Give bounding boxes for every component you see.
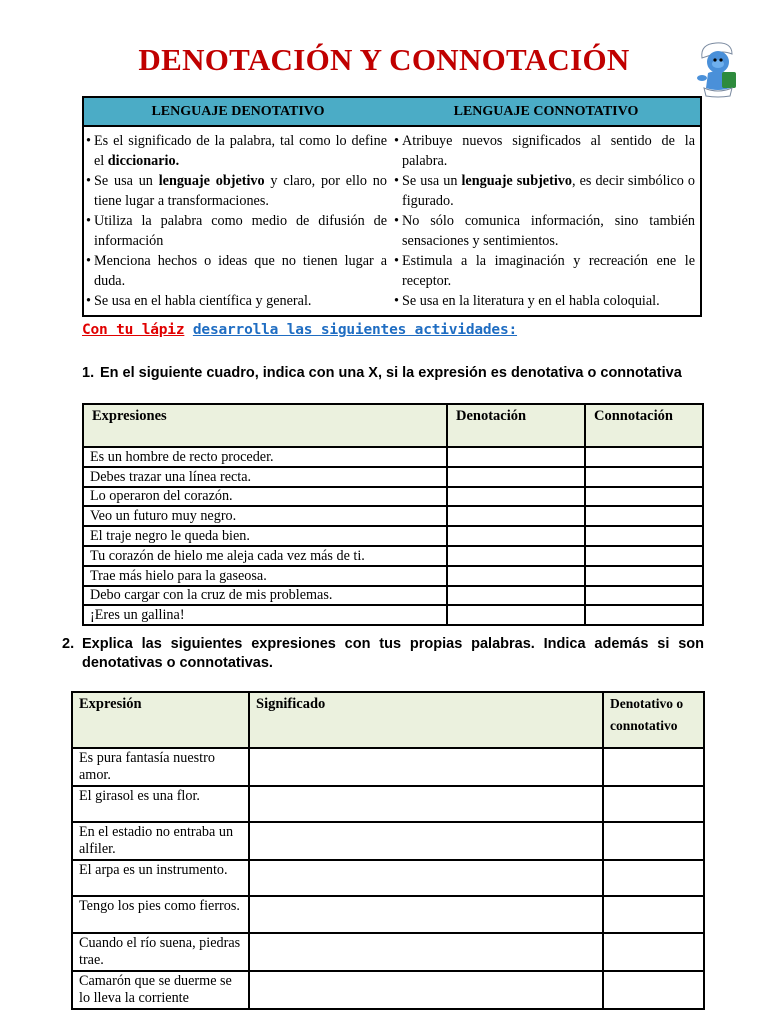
connotativo-bullet xyxy=(394,291,695,311)
expression-cell: Es un hombre de recto proceder. xyxy=(83,447,447,467)
significado-answer-cell[interactable] xyxy=(249,748,603,786)
table-row xyxy=(83,605,703,625)
denotacion-answer-cell[interactable] xyxy=(447,526,585,546)
denotacion-answer-cell[interactable] xyxy=(447,506,585,526)
significado-answer-cell[interactable] xyxy=(249,896,603,933)
bullet-text: Estimula a la imaginación y recreación ene le receptor. xyxy=(402,253,695,289)
denotacion-answer-cell[interactable] xyxy=(447,586,585,606)
table-row xyxy=(72,860,704,896)
bullet-text: Utiliza la palabra como medio de difusión de información xyxy=(94,213,387,249)
tipo-answer-cell[interactable] xyxy=(603,933,704,971)
connotativo-bullet xyxy=(394,251,695,291)
connotativo-bullet xyxy=(394,171,695,211)
bullet-text: Se usa en la literatura y en el habla coloquial. xyxy=(402,293,660,309)
connotacion-answer-cell[interactable] xyxy=(585,467,703,487)
expression-cell: Camarón que se duerme se lo lleva la corriente xyxy=(72,971,249,1009)
table-row xyxy=(72,822,704,860)
col-denotacion: Denotación xyxy=(447,404,585,447)
bullet-bold-text: lenguaje objetivo xyxy=(158,173,265,189)
question-number: 1. xyxy=(82,365,95,381)
expression-cell: ¡Eres un gallina! xyxy=(83,605,447,625)
table-row xyxy=(83,467,703,487)
header-connotativo: LENGUAJE CONNOTATIVO xyxy=(392,97,701,126)
significado-answer-cell[interactable] xyxy=(249,786,603,822)
question-1 xyxy=(82,364,722,383)
bullet-text: Se usa en el habla científica y general. xyxy=(94,293,312,309)
denotacion-answer-cell[interactable] xyxy=(447,467,585,487)
expression-cell: Veo un futuro muy negro. xyxy=(83,506,447,526)
table-row xyxy=(83,506,703,526)
col-significado: Significado xyxy=(249,692,603,748)
connotacion-answer-cell[interactable] xyxy=(585,586,703,606)
page-title: DENOTACIÓN Y CONNOTACIÓN xyxy=(138,42,630,77)
tipo-answer-cell[interactable] xyxy=(603,822,704,860)
connotacion-answer-cell[interactable] xyxy=(585,447,703,467)
denotacion-answer-cell[interactable] xyxy=(447,487,585,507)
connotacion-answer-cell[interactable] xyxy=(585,605,703,625)
connotativo-list xyxy=(394,131,695,311)
denotacion-answer-cell[interactable] xyxy=(447,447,585,467)
bullet-text: Se usa un xyxy=(94,173,159,189)
expression-cell: Debes trazar una línea recta. xyxy=(83,467,447,487)
expression-cell: Debo cargar con la cruz de mis problemas. xyxy=(83,586,447,606)
activity-instruction xyxy=(82,322,517,338)
denotativo-list xyxy=(86,131,387,311)
bullet-text: Es el significado de la palabra, tal como lo define el xyxy=(94,133,387,169)
expression-cell: Trae más hielo para la gaseosa. xyxy=(83,566,447,586)
tipo-answer-cell[interactable] xyxy=(603,786,704,822)
question-2 xyxy=(62,635,704,673)
denotacion-answer-cell[interactable] xyxy=(447,566,585,586)
expression-cell: Cuando el río suena, piedras trae. xyxy=(72,933,249,971)
table-row xyxy=(72,933,704,971)
table-row xyxy=(83,566,703,586)
tipo-answer-cell[interactable] xyxy=(603,748,704,786)
bullet-bold-text: diccionario. xyxy=(107,153,180,169)
bullet-text: Se usa un xyxy=(402,173,462,189)
question-text: Explica las siguientes expresiones con tus propias palabras. Indica además si son denotativas o connotativas. xyxy=(82,636,704,671)
connotacion-answer-cell[interactable] xyxy=(585,546,703,566)
expression-cell: En el estadio no entraba un alfiler. xyxy=(72,822,249,860)
col-expresion: Expresión xyxy=(72,692,249,748)
tipo-answer-cell[interactable] xyxy=(603,896,704,933)
denotacion-answer-cell[interactable] xyxy=(447,605,585,625)
denotativo-bullet xyxy=(86,171,387,211)
denotativo-bullet xyxy=(86,211,387,251)
comparison-table xyxy=(82,96,702,317)
bullet-text: , es decir simbólico o figurado. xyxy=(402,173,695,209)
denotacion-answer-cell[interactable] xyxy=(447,546,585,566)
bullet-text: No sólo comunica información, sino también sensaciones y sentimientos. xyxy=(402,213,695,249)
expression-cell: Tu corazón de hielo me aleja cada vez más de ti. xyxy=(83,546,447,566)
col-connotacion: Connotación xyxy=(585,404,703,447)
significado-answer-cell[interactable] xyxy=(249,860,603,896)
tipo-answer-cell[interactable] xyxy=(603,971,704,1009)
expression-cell: Es pura fantasía nuestro amor. xyxy=(72,748,249,786)
connotacion-answer-cell[interactable] xyxy=(585,487,703,507)
expression-cell: El traje negro le queda bien. xyxy=(83,526,447,546)
table-row xyxy=(83,487,703,507)
tipo-answer-cell[interactable] xyxy=(603,860,704,896)
header-denotativo: LENGUAJE DENOTATIVO xyxy=(83,97,392,126)
col-expresiones: Expresiones xyxy=(83,404,447,447)
table-row xyxy=(83,526,703,546)
significado-answer-cell[interactable] xyxy=(249,971,603,1009)
instruction-part1: Con tu lápiz xyxy=(82,322,185,338)
connotativo-bullet xyxy=(394,211,695,251)
expression-cell: Lo operaron del corazón. xyxy=(83,487,447,507)
question-number: 2. xyxy=(62,636,75,652)
significado-answer-cell[interactable] xyxy=(249,822,603,860)
connotativo-cell xyxy=(392,126,701,316)
denotativo-cell xyxy=(83,126,392,316)
table-row xyxy=(83,447,703,467)
bullet-text: y claro, por ello no tiene lugar a transformaciones. xyxy=(94,173,387,209)
connotacion-answer-cell[interactable] xyxy=(585,506,703,526)
col-denotativo-connotativo: Denotativo o connotativo xyxy=(603,692,704,748)
denotativo-bullet xyxy=(86,291,387,311)
expression-cell: El girasol es una flor. xyxy=(72,786,249,822)
table-row xyxy=(83,546,703,566)
table-row xyxy=(72,786,704,822)
significado-answer-cell[interactable] xyxy=(249,933,603,971)
connotacion-answer-cell[interactable] xyxy=(585,566,703,586)
connotativo-bullet xyxy=(394,131,695,171)
denotativo-bullet xyxy=(86,251,387,291)
expressions-table xyxy=(82,403,704,626)
bullet-text: Atribuye nuevos significados al sentido de la palabra. xyxy=(402,133,695,169)
expression-cell: El arpa es un instrumento. xyxy=(72,860,249,896)
connotacion-answer-cell[interactable] xyxy=(585,526,703,546)
smurf-mascot-icon xyxy=(692,40,744,98)
instruction-part2: desarrolla las siguientes actividades: xyxy=(192,322,518,338)
explanation-table xyxy=(71,691,705,1010)
table-row xyxy=(72,971,704,1009)
bullet-text: Menciona hechos o ideas que no tienen lugar a duda. xyxy=(94,253,387,289)
table-row xyxy=(72,748,704,786)
expression-cell: Tengo los pies como fierros. xyxy=(72,896,249,933)
denotativo-bullet xyxy=(86,131,387,171)
table-row xyxy=(72,896,704,933)
question-text: En el siguiente cuadro, indica con una X, si la expresión es denotativa o connotativa xyxy=(100,365,682,381)
table-row xyxy=(83,586,703,606)
bullet-bold-text: lenguaje subjetivo xyxy=(461,173,572,189)
